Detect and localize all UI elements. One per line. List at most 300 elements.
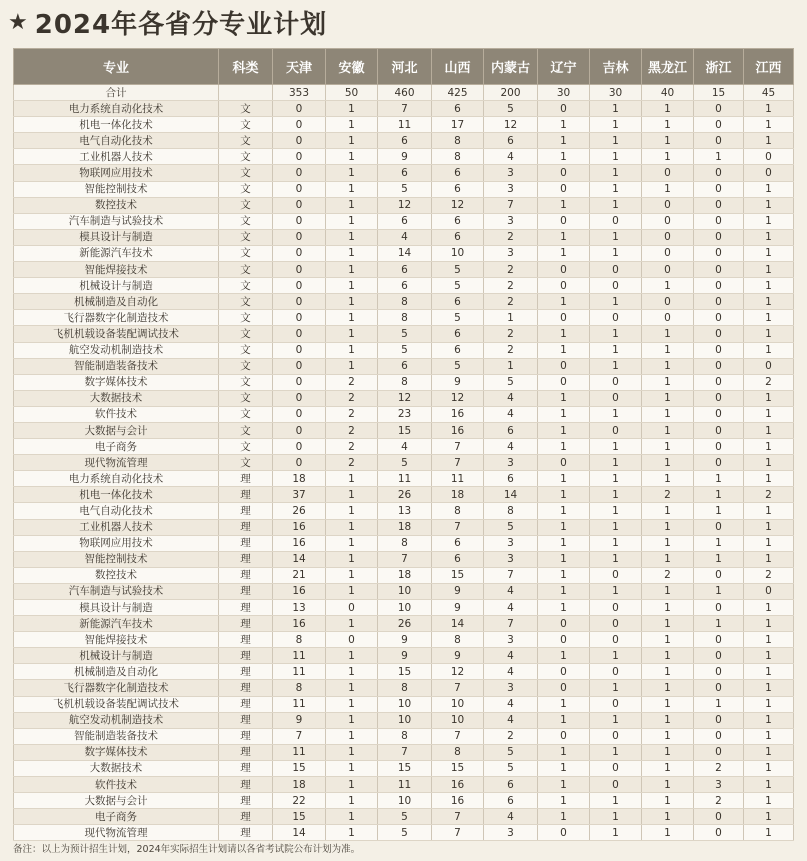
table-row — [14, 101, 794, 117]
quota-cell: 0 — [273, 197, 326, 213]
quota-cell: 15 — [432, 567, 484, 583]
quota-cell: 1 — [326, 744, 378, 760]
quota-cell: 3 — [484, 455, 538, 471]
header-province: 黑龙江 — [642, 49, 694, 85]
major-cell: 物联网应用技术 — [14, 165, 219, 181]
quota-cell: 16 — [273, 519, 326, 535]
quota-cell: 9 — [378, 149, 432, 165]
header-category: 科类 — [219, 49, 273, 85]
category-cell — [219, 85, 273, 101]
category-cell: 文 — [219, 165, 273, 181]
category-cell: 文 — [219, 390, 273, 406]
category-cell: 文 — [219, 310, 273, 326]
quota-cell: 1 — [590, 245, 642, 261]
major-cell: 现代物流管理 — [14, 825, 219, 841]
category-cell: 理 — [219, 777, 273, 793]
table-row — [14, 229, 794, 245]
quota-cell: 0 — [273, 294, 326, 310]
quota-cell: 0 — [538, 455, 590, 471]
quota-cell: 1 — [326, 278, 378, 294]
quota-cell: 1 — [590, 471, 642, 487]
quota-cell: 6 — [484, 471, 538, 487]
quota-cell: 2 — [744, 487, 794, 503]
table-row — [14, 567, 794, 583]
quota-cell: 0 — [273, 390, 326, 406]
major-cell: 飞行器数字化制造技术 — [14, 310, 219, 326]
quota-cell: 1 — [326, 487, 378, 503]
quota-cell: 1 — [744, 696, 794, 712]
major-cell: 飞机机载设备装配调试技术 — [14, 696, 219, 712]
quota-cell: 1 — [590, 439, 642, 455]
quota-cell: 3 — [484, 680, 538, 696]
quota-cell: 1 — [744, 213, 794, 229]
major-cell: 现代物流管理 — [14, 455, 219, 471]
star-icon: ★ — [8, 9, 29, 35]
quota-cell: 1 — [326, 648, 378, 664]
quota-cell: 1 — [538, 809, 590, 825]
major-cell: 大数据与会计 — [14, 793, 219, 809]
quota-cell: 0 — [694, 165, 744, 181]
quota-cell: 1 — [590, 519, 642, 535]
quota-cell: 0 — [273, 374, 326, 390]
major-cell: 物联网应用技术 — [14, 535, 219, 551]
quota-cell: 0 — [694, 374, 744, 390]
quota-cell: 1 — [538, 760, 590, 776]
quota-cell: 12 — [378, 390, 432, 406]
major-cell: 航空发动机制造技术 — [14, 342, 219, 358]
quota-cell: 1 — [744, 229, 794, 245]
quota-cell: 9 — [432, 648, 484, 664]
category-cell: 理 — [219, 471, 273, 487]
quota-cell: 1 — [326, 149, 378, 165]
quota-cell: 1 — [642, 809, 694, 825]
quota-cell: 1 — [326, 133, 378, 149]
quota-cell: 1 — [326, 809, 378, 825]
table-row — [14, 358, 794, 374]
quota-cell: 1 — [744, 278, 794, 294]
quota-cell: 26 — [378, 616, 432, 632]
quota-cell: 2 — [326, 406, 378, 422]
major-cell: 电气自动化技术 — [14, 503, 219, 519]
table-row — [14, 262, 794, 278]
table-row — [14, 342, 794, 358]
quota-cell: 0 — [590, 760, 642, 776]
quota-cell: 6 — [378, 262, 432, 278]
quota-cell: 1 — [538, 567, 590, 583]
quota-cell: 16 — [273, 535, 326, 551]
quota-cell: 1 — [642, 535, 694, 551]
quota-cell: 0 — [273, 278, 326, 294]
quota-cell: 2 — [484, 326, 538, 342]
quota-cell: 1 — [744, 728, 794, 744]
quota-cell: 1 — [538, 777, 590, 793]
quota-cell: 0 — [642, 197, 694, 213]
quota-cell: 4 — [484, 648, 538, 664]
quota-cell: 1 — [642, 696, 694, 712]
quota-cell: 2 — [326, 455, 378, 471]
table-row — [14, 439, 794, 455]
quota-cell: 1 — [642, 278, 694, 294]
quota-cell: 6 — [484, 777, 538, 793]
quota-cell: 1 — [590, 165, 642, 181]
quota-cell: 4 — [484, 696, 538, 712]
quota-cell: 0 — [590, 616, 642, 632]
quota-cell: 0 — [590, 213, 642, 229]
quota-cell: 1 — [538, 487, 590, 503]
quota-cell: 2 — [642, 567, 694, 583]
quota-cell: 1 — [642, 744, 694, 760]
category-cell: 理 — [219, 487, 273, 503]
quota-cell: 0 — [273, 101, 326, 117]
quota-cell: 1 — [642, 358, 694, 374]
quota-cell: 1 — [744, 551, 794, 567]
table-row — [14, 197, 794, 213]
category-cell: 文 — [219, 262, 273, 278]
quota-cell: 0 — [590, 632, 642, 648]
quota-cell: 1 — [744, 197, 794, 213]
quota-cell: 1 — [326, 310, 378, 326]
quota-cell: 8 — [378, 310, 432, 326]
quota-cell: 0 — [590, 310, 642, 326]
category-cell: 理 — [219, 825, 273, 841]
quota-cell: 8 — [273, 680, 326, 696]
quota-cell: 1 — [326, 117, 378, 133]
quota-cell: 12 — [432, 390, 484, 406]
major-cell: 智能控制技术 — [14, 551, 219, 567]
quota-cell: 1 — [538, 503, 590, 519]
quota-cell: 14 — [484, 487, 538, 503]
quota-cell: 1 — [326, 245, 378, 261]
quota-cell: 1 — [642, 760, 694, 776]
quota-cell: 1 — [326, 777, 378, 793]
table-row — [14, 406, 794, 422]
quota-cell: 15 — [694, 85, 744, 101]
quota-cell: 4 — [484, 439, 538, 455]
quota-cell: 4 — [484, 809, 538, 825]
quota-cell: 17 — [432, 117, 484, 133]
quota-cell: 7 — [432, 809, 484, 825]
quota-cell: 6 — [484, 133, 538, 149]
quota-cell: 11 — [378, 777, 432, 793]
table-row — [14, 181, 794, 197]
quota-cell: 30 — [590, 85, 642, 101]
quota-cell: 6 — [432, 294, 484, 310]
quota-cell: 0 — [694, 809, 744, 825]
quota-cell: 7 — [432, 519, 484, 535]
major-cell: 机械制造及自动化 — [14, 664, 219, 680]
major-cell: 工业机器人技术 — [14, 519, 219, 535]
quota-cell: 0 — [326, 600, 378, 616]
major-cell: 机械设计与制造 — [14, 648, 219, 664]
quota-cell: 0 — [590, 696, 642, 712]
category-cell: 文 — [219, 149, 273, 165]
quota-cell: 0 — [273, 455, 326, 471]
quota-cell: 1 — [326, 229, 378, 245]
quota-cell: 18 — [378, 519, 432, 535]
quota-cell: 0 — [694, 326, 744, 342]
quota-cell: 7 — [432, 439, 484, 455]
table-row — [14, 487, 794, 503]
quota-cell: 16 — [432, 422, 484, 438]
quota-cell: 7 — [432, 680, 484, 696]
quota-cell: 1 — [538, 793, 590, 809]
quota-cell: 18 — [273, 777, 326, 793]
quota-cell: 6 — [378, 213, 432, 229]
quota-cell: 3 — [694, 777, 744, 793]
category-cell: 文 — [219, 455, 273, 471]
quota-cell: 1 — [744, 503, 794, 519]
quota-cell: 1 — [590, 825, 642, 841]
quota-cell: 1 — [326, 197, 378, 213]
quota-cell: 6 — [378, 278, 432, 294]
quota-cell: 40 — [642, 85, 694, 101]
quota-cell: 1 — [326, 165, 378, 181]
header-province: 天津 — [273, 49, 326, 85]
quota-cell: 0 — [273, 326, 326, 342]
quota-cell: 11 — [273, 696, 326, 712]
table-row — [14, 583, 794, 599]
category-cell: 文 — [219, 181, 273, 197]
quota-cell: 1 — [642, 326, 694, 342]
quota-cell: 0 — [590, 374, 642, 390]
quota-cell: 7 — [273, 728, 326, 744]
quota-cell: 0 — [590, 728, 642, 744]
quota-cell: 5 — [484, 374, 538, 390]
quota-cell: 0 — [273, 117, 326, 133]
quota-cell: 1 — [744, 471, 794, 487]
quota-cell: 21 — [273, 567, 326, 583]
quota-cell: 13 — [273, 600, 326, 616]
quota-cell: 2 — [326, 422, 378, 438]
table-header-row — [14, 49, 794, 85]
quota-cell: 0 — [694, 439, 744, 455]
quota-cell: 1 — [538, 245, 590, 261]
major-cell: 数字媒体技术 — [14, 744, 219, 760]
quota-cell: 37 — [273, 487, 326, 503]
quota-cell: 1 — [744, 680, 794, 696]
header-province: 安徽 — [326, 49, 378, 85]
quota-cell: 8 — [378, 374, 432, 390]
quota-cell: 6 — [378, 165, 432, 181]
quota-cell: 1 — [694, 696, 744, 712]
quota-cell: 11 — [273, 744, 326, 760]
quota-cell: 14 — [273, 825, 326, 841]
quota-cell: 0 — [590, 567, 642, 583]
quota-cell: 5 — [484, 519, 538, 535]
quota-cell: 7 — [378, 551, 432, 567]
quota-cell: 0 — [273, 310, 326, 326]
quota-cell: 9 — [432, 600, 484, 616]
quota-cell: 1 — [590, 809, 642, 825]
table-row — [14, 535, 794, 551]
quota-cell: 0 — [273, 245, 326, 261]
quota-cell: 1 — [694, 535, 744, 551]
quota-cell: 11 — [273, 648, 326, 664]
quota-cell: 0 — [642, 262, 694, 278]
quota-cell: 8 — [273, 632, 326, 648]
quota-cell: 1 — [326, 793, 378, 809]
quota-cell: 1 — [538, 583, 590, 599]
quota-cell: 1 — [744, 616, 794, 632]
quota-cell: 6 — [432, 229, 484, 245]
quota-cell: 7 — [432, 728, 484, 744]
quota-cell: 1 — [590, 535, 642, 551]
quota-cell: 0 — [538, 825, 590, 841]
quota-cell: 5 — [432, 310, 484, 326]
category-cell: 文 — [219, 439, 273, 455]
quota-cell: 1 — [538, 197, 590, 213]
quota-cell: 10 — [378, 583, 432, 599]
category-cell: 理 — [219, 535, 273, 551]
category-cell: 文 — [219, 326, 273, 342]
quota-cell: 9 — [378, 648, 432, 664]
quota-cell: 0 — [642, 165, 694, 181]
quota-cell: 45 — [744, 85, 794, 101]
table-row — [14, 294, 794, 310]
category-cell: 理 — [219, 696, 273, 712]
major-cell: 智能制造装备技术 — [14, 728, 219, 744]
quota-cell: 0 — [744, 358, 794, 374]
quota-cell: 0 — [273, 406, 326, 422]
quota-cell: 0 — [538, 664, 590, 680]
quota-cell: 0 — [694, 632, 744, 648]
quota-cell: 1 — [744, 712, 794, 728]
quota-cell: 1 — [590, 648, 642, 664]
major-cell: 机械制造及自动化 — [14, 294, 219, 310]
quota-cell: 8 — [432, 133, 484, 149]
quota-cell: 0 — [694, 101, 744, 117]
quota-cell: 0 — [538, 165, 590, 181]
quota-cell: 10 — [378, 793, 432, 809]
category-cell: 文 — [219, 294, 273, 310]
quota-cell: 1 — [744, 777, 794, 793]
quota-cell: 1 — [326, 294, 378, 310]
quota-cell: 1 — [642, 149, 694, 165]
quota-cell: 0 — [642, 294, 694, 310]
quota-cell: 1 — [326, 181, 378, 197]
quota-cell: 1 — [326, 825, 378, 841]
major-cell: 机电一体化技术 — [14, 487, 219, 503]
quota-cell: 1 — [744, 664, 794, 680]
quota-cell: 1 — [642, 680, 694, 696]
quota-cell: 1 — [538, 117, 590, 133]
category-cell: 理 — [219, 600, 273, 616]
quota-cell: 0 — [694, 133, 744, 149]
quota-cell: 7 — [484, 197, 538, 213]
quota-cell: 0 — [273, 165, 326, 181]
quota-cell: 1 — [642, 519, 694, 535]
quota-cell: 1 — [694, 583, 744, 599]
quota-cell: 12 — [484, 117, 538, 133]
quota-cell: 16 — [273, 583, 326, 599]
quota-cell: 1 — [744, 793, 794, 809]
quota-cell: 0 — [694, 229, 744, 245]
quota-cell: 0 — [694, 664, 744, 680]
quota-cell: 1 — [326, 342, 378, 358]
quota-cell: 0 — [642, 310, 694, 326]
quota-cell: 1 — [744, 648, 794, 664]
header-province: 辽宁 — [538, 49, 590, 85]
quota-cell: 1 — [590, 294, 642, 310]
quota-cell: 1 — [590, 793, 642, 809]
quota-cell: 8 — [432, 632, 484, 648]
quota-cell: 0 — [590, 422, 642, 438]
category-cell: 理 — [219, 648, 273, 664]
quota-cell: 0 — [538, 278, 590, 294]
major-cell: 机械设计与制造 — [14, 278, 219, 294]
category-cell: 文 — [219, 358, 273, 374]
quota-cell: 0 — [590, 262, 642, 278]
quota-cell: 6 — [484, 793, 538, 809]
table-row — [14, 744, 794, 760]
quota-cell: 3 — [484, 213, 538, 229]
quota-cell: 0 — [538, 101, 590, 117]
quota-cell: 1 — [538, 519, 590, 535]
header-province: 内蒙古 — [484, 49, 538, 85]
quota-cell: 8 — [378, 728, 432, 744]
major-cell: 航空发动机制造技术 — [14, 712, 219, 728]
major-cell: 飞行器数字化制造技术 — [14, 680, 219, 696]
quota-cell: 1 — [642, 728, 694, 744]
quota-cell: 2 — [484, 728, 538, 744]
quota-cell: 1 — [744, 390, 794, 406]
table-row — [14, 825, 794, 841]
quota-cell: 12 — [432, 664, 484, 680]
total-row — [14, 85, 794, 101]
major-cell: 数字媒体技术 — [14, 374, 219, 390]
table-row — [14, 760, 794, 776]
quota-cell: 1 — [744, 294, 794, 310]
quota-cell: 1 — [744, 101, 794, 117]
major-cell: 汽车制造与试验技术 — [14, 213, 219, 229]
quota-cell: 4 — [378, 229, 432, 245]
quota-cell: 1 — [538, 535, 590, 551]
quota-cell: 5 — [432, 278, 484, 294]
major-cell: 大数据技术 — [14, 760, 219, 776]
header-province: 河北 — [378, 49, 432, 85]
quota-cell: 2 — [744, 567, 794, 583]
quota-cell: 460 — [378, 85, 432, 101]
quota-cell: 1 — [326, 664, 378, 680]
category-cell: 理 — [219, 616, 273, 632]
quota-cell: 0 — [694, 294, 744, 310]
quota-cell: 1 — [744, 117, 794, 133]
quota-cell: 1 — [538, 744, 590, 760]
major-cell: 软件技术 — [14, 777, 219, 793]
quota-cell: 1 — [538, 439, 590, 455]
quota-cell: 10 — [378, 712, 432, 728]
quota-cell: 1 — [744, 455, 794, 471]
quota-cell: 1 — [744, 422, 794, 438]
table-row — [14, 213, 794, 229]
quota-cell: 16 — [273, 616, 326, 632]
quota-cell: 1 — [642, 471, 694, 487]
quota-cell: 1 — [326, 519, 378, 535]
quota-cell: 4 — [484, 600, 538, 616]
quota-cell: 1 — [642, 664, 694, 680]
quota-cell: 12 — [378, 197, 432, 213]
quota-cell: 0 — [694, 117, 744, 133]
quota-cell: 4 — [378, 439, 432, 455]
quota-cell: 1 — [642, 422, 694, 438]
major-cell: 电力系统自动化技术 — [14, 471, 219, 487]
quota-cell: 1 — [642, 374, 694, 390]
quota-cell: 0 — [590, 600, 642, 616]
quota-cell: 0 — [694, 245, 744, 261]
quota-cell: 4 — [484, 149, 538, 165]
page-title — [8, 4, 327, 40]
category-cell: 理 — [219, 712, 273, 728]
